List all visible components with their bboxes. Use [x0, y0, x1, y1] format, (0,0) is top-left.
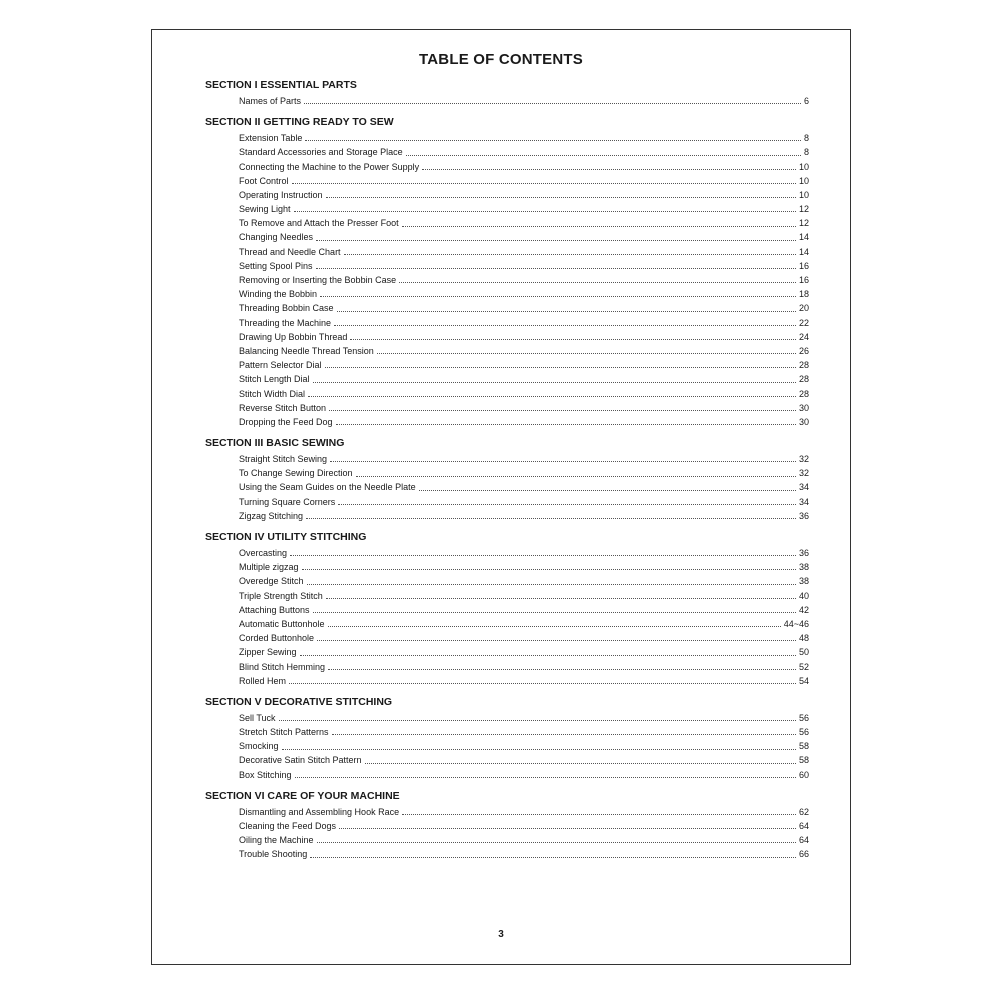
- dot-leader: [402, 226, 796, 227]
- toc-entry-title: Trouble Shooting: [239, 849, 308, 860]
- dot-leader: [294, 211, 796, 212]
- toc-entry: [239, 674, 809, 688]
- toc-entry: [239, 145, 809, 159]
- toc-entry-page: 26: [798, 345, 809, 356]
- toc-entry-title: Stretch Stitch Patterns: [239, 727, 329, 738]
- dot-leader: [308, 396, 796, 397]
- toc-entry-page: 28: [798, 360, 809, 371]
- toc-entry-title: Winding the Bobbin: [239, 289, 318, 300]
- toc-entry-page: 56: [798, 727, 809, 738]
- dot-leader: [329, 410, 796, 411]
- toc-entry-title: Rolled Hem: [239, 675, 287, 686]
- document-page: [151, 29, 851, 965]
- toc-entry: [239, 725, 809, 739]
- toc-entry: [239, 754, 809, 768]
- toc-entry: [239, 589, 809, 603]
- toc-entry-page: 62: [798, 806, 809, 817]
- toc-entry: [239, 466, 809, 480]
- toc-entry-title: Blind Stitch Hemming: [239, 661, 326, 672]
- toc-entry: [239, 415, 809, 429]
- toc-entry-page: 36: [798, 510, 809, 521]
- page-title: TABLE OF CONTENTS: [419, 51, 583, 68]
- toc-entry-title: Standard Accessories and Storage Place: [239, 147, 403, 158]
- dot-leader: [419, 490, 796, 491]
- toc-entry: [239, 330, 809, 344]
- toc-entry-title: Thread and Needle Chart: [239, 246, 341, 257]
- section-heading: SECTION IV UTILITY STITCHING: [205, 531, 367, 544]
- toc-entry-list: [239, 94, 809, 108]
- dot-leader: [316, 268, 796, 269]
- toc-entry: [239, 202, 809, 216]
- section-heading: SECTION I ESSENTIAL PARTS: [205, 79, 357, 91]
- dot-leader: [406, 155, 801, 156]
- toc-entry: [239, 574, 809, 588]
- dot-leader: [305, 140, 801, 141]
- toc-entry-title: Attaching Buttons: [239, 604, 310, 615]
- dot-leader: [339, 828, 796, 829]
- dot-leader: [377, 353, 796, 354]
- toc-section: [205, 789, 809, 862]
- toc-entry-title: Turning Square Corners: [239, 496, 336, 507]
- toc-entry-page: 32: [798, 454, 809, 465]
- dot-leader: [402, 814, 796, 815]
- toc-entry-title: Removing or Inserting the Bobbin Case: [239, 275, 397, 286]
- toc-section: [205, 695, 809, 782]
- toc-entry: [239, 401, 809, 415]
- toc-entry-title: Threading Bobbin Case: [239, 303, 334, 314]
- dot-leader: [344, 254, 796, 255]
- toc-entry-page: 14: [798, 232, 809, 243]
- toc-entry-title: Smocking: [239, 741, 279, 752]
- toc-entry-title: Dismantling and Assembling Hook Race: [239, 806, 400, 817]
- toc-entry: [239, 174, 809, 188]
- dot-leader: [330, 461, 796, 462]
- toc-entry-title: Triple Strength Stitch: [239, 590, 323, 601]
- dot-leader: [338, 504, 796, 505]
- toc-entry-title: Sewing Light: [239, 204, 291, 215]
- dot-leader: [316, 240, 796, 241]
- toc-entry: [239, 833, 809, 847]
- toc-entry-page: 40: [798, 590, 809, 601]
- dot-leader: [328, 626, 781, 627]
- toc-entry-title: Dropping the Feed Dog: [239, 416, 333, 427]
- toc-entry: [239, 603, 809, 617]
- toc-entry-title: Zipper Sewing: [239, 647, 297, 658]
- toc-entry-title: Setting Spool Pins: [239, 260, 313, 271]
- toc-entry-page: 10: [798, 161, 809, 172]
- toc-entry-title: Stitch Width Dial: [239, 388, 306, 399]
- toc-entry-title: Overedge Stitch: [239, 576, 304, 587]
- dot-leader: [292, 183, 796, 184]
- toc-entry: [239, 372, 809, 386]
- toc-entry: [239, 273, 809, 287]
- toc-entry-page: 18: [798, 289, 809, 300]
- dot-leader: [350, 339, 796, 340]
- dot-leader: [336, 424, 796, 425]
- toc-entry-title: Threading the Machine: [239, 317, 332, 328]
- dot-leader: [326, 598, 796, 599]
- section-heading: SECTION V DECORATIVE STITCHING: [205, 695, 393, 708]
- toc-entry-page: 10: [798, 175, 809, 186]
- toc-entry-title: Box Stitching: [239, 769, 292, 780]
- dot-leader: [313, 382, 796, 383]
- toc-entry-title: Connecting the Machine to the Power Supply: [239, 161, 420, 172]
- toc-entry-title: Using the Seam Guides on the Needle Plate: [239, 482, 416, 493]
- toc-entry: [239, 768, 809, 782]
- dot-leader: [307, 584, 796, 585]
- toc-entry: [239, 387, 809, 401]
- toc-entry-list: [239, 452, 809, 523]
- toc-entry-page: 56: [798, 712, 809, 723]
- toc-entry-page: 54: [798, 675, 809, 686]
- toc-entry: [239, 660, 809, 674]
- dot-leader: [332, 734, 796, 735]
- toc-entry-page: 36: [798, 548, 809, 559]
- toc-entry-page: 64: [798, 835, 809, 846]
- toc-entry-title: Balancing Needle Thread Tension: [239, 345, 374, 356]
- toc-entry: [239, 805, 809, 819]
- toc-entry-page: 16: [798, 260, 809, 271]
- toc-entry: [239, 94, 809, 108]
- section-heading: SECTION III BASIC SEWING: [205, 437, 345, 450]
- toc-entry-list: [239, 711, 809, 782]
- toc-entry-title: Stitch Length Dial: [239, 374, 310, 385]
- toc-entry-title: To Change Sewing Direction: [239, 468, 353, 479]
- toc-entry-title: Changing Needles: [239, 232, 314, 243]
- dot-leader: [295, 777, 796, 778]
- toc-entry-list: [239, 131, 809, 429]
- toc-entry-title: To Remove and Attach the Presser Foot: [239, 218, 399, 229]
- toc-entry-page: 14: [798, 246, 809, 257]
- dot-leader: [310, 857, 796, 858]
- toc-entry-title: Automatic Buttonhole: [239, 618, 325, 629]
- toc-entry: [239, 259, 809, 273]
- toc-entry-page: 20: [798, 303, 809, 314]
- toc-entry-title: Multiple zigzag: [239, 562, 299, 573]
- toc-entry-title: Drawing Up Bobbin Thread: [239, 331, 348, 342]
- toc-section: [205, 78, 809, 108]
- toc-entry-page: 30: [798, 402, 809, 413]
- toc-entry-page: 48: [798, 633, 809, 644]
- toc-entry-page: 10: [798, 189, 809, 200]
- toc-entry: [239, 617, 809, 631]
- toc-entry-title: Cleaning the Feed Dogs: [239, 821, 337, 832]
- toc-entry-page: 34: [798, 496, 809, 507]
- toc-entry: [239, 560, 809, 574]
- toc-entry: [239, 344, 809, 358]
- toc-section: [205, 530, 809, 688]
- toc-entry: [239, 739, 809, 753]
- toc-entry-page: 24: [798, 331, 809, 342]
- toc-entry-page: 58: [798, 755, 809, 766]
- toc-entry-page: 44~46: [783, 618, 809, 629]
- toc-entry-title: Overcasting: [239, 548, 288, 559]
- section-heading: SECTION VI CARE OF YOUR MACHINE: [205, 789, 400, 802]
- toc-entry-page: 60: [798, 769, 809, 780]
- toc-entry-title: Sell Tuck: [239, 712, 276, 723]
- toc-entry-page: 64: [798, 821, 809, 832]
- toc-entry-title: Extension Table: [239, 133, 303, 144]
- table-of-contents: [205, 78, 809, 869]
- toc-entry-list: [239, 805, 809, 862]
- toc-entry-page: 66: [798, 849, 809, 860]
- toc-entry: [239, 481, 809, 495]
- toc-entry: [239, 245, 809, 259]
- toc-entry: [239, 160, 809, 174]
- dot-leader: [317, 640, 796, 641]
- section-heading: SECTION II GETTING READY TO SEW: [205, 116, 394, 129]
- dot-leader: [334, 325, 796, 326]
- toc-entry-page: 8: [803, 133, 809, 144]
- dot-leader: [313, 612, 796, 613]
- toc-entry: [239, 847, 809, 861]
- dot-leader: [279, 720, 796, 721]
- toc-section: [205, 115, 809, 429]
- toc-entry-page: 42: [798, 604, 809, 615]
- toc-entry-page: 34: [798, 482, 809, 493]
- toc-entry: [239, 358, 809, 372]
- toc-entry-title: Straight Stitch Sewing: [239, 454, 328, 465]
- dot-leader: [289, 683, 796, 684]
- toc-entry: [239, 452, 809, 466]
- toc-entry-page: 28: [798, 388, 809, 399]
- dot-leader: [302, 569, 796, 570]
- toc-entry: [239, 131, 809, 145]
- toc-entry-page: 12: [798, 204, 809, 215]
- toc-entry: [239, 819, 809, 833]
- toc-entry: [239, 495, 809, 509]
- toc-entry: [239, 316, 809, 330]
- toc-entry-title: Zigzag Stitching: [239, 510, 304, 521]
- toc-entry-title: Pattern Selector Dial: [239, 360, 322, 371]
- dot-leader: [365, 763, 796, 764]
- toc-entry-page: 6: [803, 95, 809, 106]
- dot-leader: [282, 749, 796, 750]
- toc-entry-page: 30: [798, 416, 809, 427]
- toc-entry: [239, 287, 809, 301]
- toc-entry-page: 38: [798, 562, 809, 573]
- page-number: 3: [498, 929, 504, 940]
- toc-entry-title: Reverse Stitch Button: [239, 402, 327, 413]
- toc-entry-title: Foot Control: [239, 175, 289, 186]
- toc-entry-page: 52: [798, 661, 809, 672]
- dot-leader: [290, 555, 796, 556]
- toc-entry-page: 8: [803, 147, 809, 158]
- dot-leader: [326, 197, 796, 198]
- toc-entry: [239, 509, 809, 523]
- toc-entry-page: 38: [798, 576, 809, 587]
- dot-leader: [306, 518, 796, 519]
- dot-leader: [325, 367, 796, 368]
- dot-leader: [300, 655, 796, 656]
- toc-entry-page: 12: [798, 218, 809, 229]
- dot-leader: [317, 842, 796, 843]
- dot-leader: [337, 311, 796, 312]
- dot-leader: [304, 103, 801, 104]
- toc-entry: [239, 231, 809, 245]
- dot-leader: [328, 669, 796, 670]
- toc-entry-title: Corded Buttonhole: [239, 633, 315, 644]
- toc-entry: [239, 188, 809, 202]
- dot-leader: [422, 169, 796, 170]
- toc-entry-page: 22: [798, 317, 809, 328]
- toc-entry-list: [239, 546, 809, 688]
- toc-section: [205, 436, 809, 523]
- toc-entry-page: 32: [798, 468, 809, 479]
- dot-leader: [399, 282, 796, 283]
- toc-entry: [239, 631, 809, 645]
- dot-leader: [356, 476, 796, 477]
- toc-entry: [239, 645, 809, 659]
- toc-entry: [239, 216, 809, 230]
- toc-entry-title: Oiling the Machine: [239, 835, 314, 846]
- toc-entry-page: 28: [798, 374, 809, 385]
- toc-entry-title: Decorative Satin Stitch Pattern: [239, 755, 362, 766]
- toc-entry-page: 50: [798, 647, 809, 658]
- toc-entry: [239, 301, 809, 315]
- toc-entry: [239, 711, 809, 725]
- toc-entry-title: Operating Instruction: [239, 189, 323, 200]
- toc-entry-title: Names of Parts: [239, 95, 302, 106]
- dot-leader: [320, 296, 796, 297]
- toc-entry: [239, 546, 809, 560]
- toc-entry-page: 58: [798, 741, 809, 752]
- toc-entry-page: 16: [798, 275, 809, 286]
